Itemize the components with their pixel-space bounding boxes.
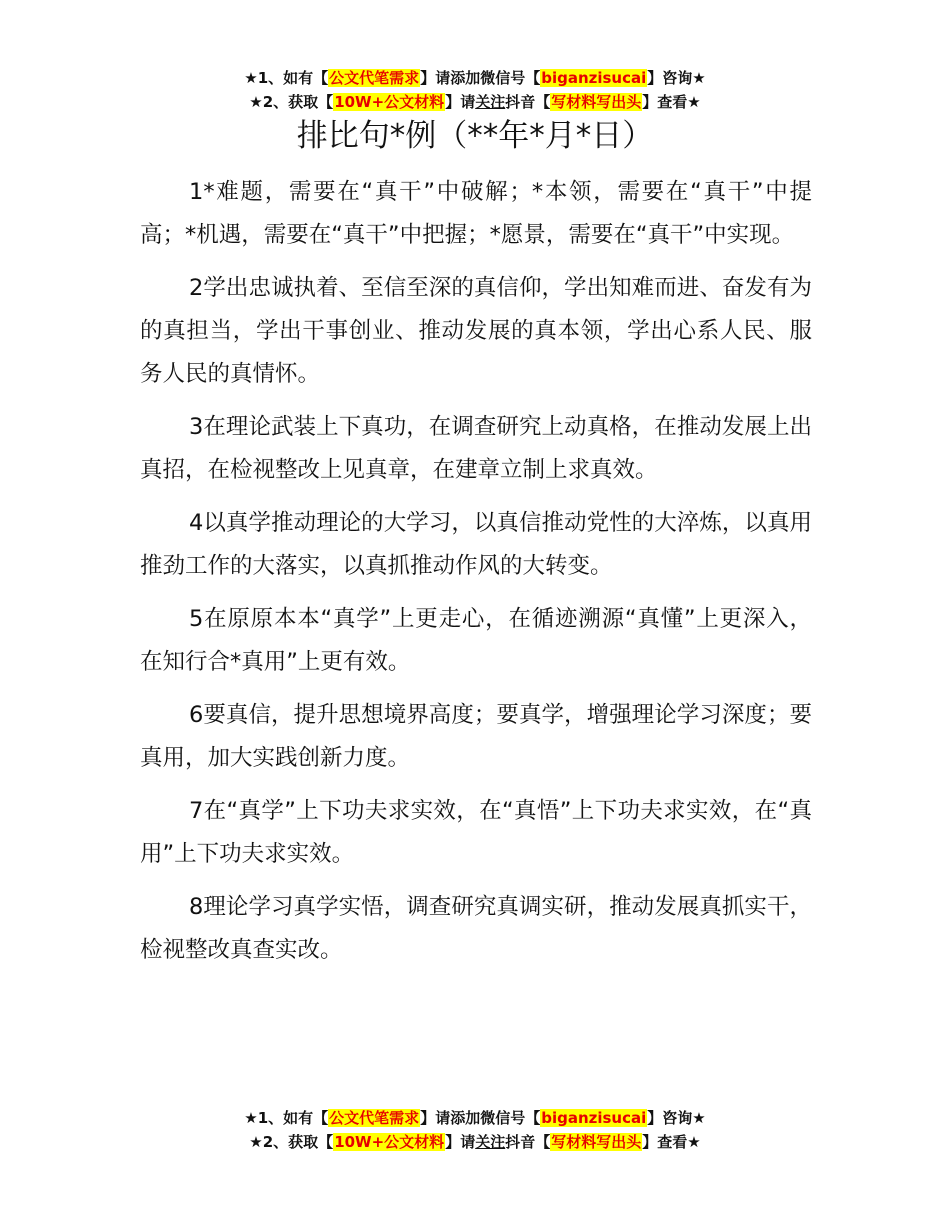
paragraph-4: 4以真学推动理论的大学习，以真信推动党性的大淬炼，以真用推劲工作的大落实，以真抓推动作风的大转变。 — [140, 510, 812, 579]
banner-highlight: 公文代笔需求 — [329, 69, 420, 87]
banner-text: 】请添加微信号【 — [420, 1109, 541, 1127]
paragraph-7: 7在“真学”上下功夫求实效，在“真悟”上下功夫求实效，在“真用”上下功夫求实效。 — [140, 798, 812, 867]
document-title: 排比句*例（**年*月*日） — [296, 118, 654, 154]
banner-text: 】请添加微信号【 — [420, 69, 541, 87]
paragraph-6: 6要真信，提升思想境界高度；要真学，增强理论学习深度；要真用，加大实践创新力度。 — [140, 702, 812, 771]
banner-text: ★1、如有【 — [244, 69, 329, 87]
paragraph-1: 1*难题，需要在“真干”中破解；*本领，需要在“真干”中提高；*机遇，需要在“真干”中把握；*愿景，需要在“真干”中实现。 — [140, 179, 812, 248]
banner-line-1 — [0, 66, 950, 90]
banner-line-2 — [0, 90, 950, 114]
document-body — [140, 171, 812, 982]
paragraph-3: 3在理论武装上下真功，在调查研究上动真格，在推动发展上出真招，在检视整改上见真章，在建章立制上求真效。 — [140, 414, 812, 483]
banner-text-underlined: 关注 — [475, 93, 506, 111]
banner-line-1 — [0, 1106, 950, 1130]
banner-text: 抖音【 — [505, 1133, 551, 1151]
banner-highlight: 公文代笔需求 — [329, 1109, 420, 1127]
banner-highlight-wechat-id: biganzisucai — [541, 1109, 647, 1127]
banner-text: ★1、如有【 — [244, 1109, 329, 1127]
banner-text: ★2、获取【 — [249, 93, 334, 111]
banner-text: 】咨询★ — [647, 1109, 706, 1127]
paragraph-5: 5在原原本本“真学”上更走心，在循迹溯源“真懂”上更深入，在知行合*真用”上更有效。 — [140, 606, 812, 675]
banner-text-underlined: 关注 — [475, 1133, 506, 1151]
banner-text: ★2、获取【 — [249, 1133, 334, 1151]
banner-text: 】请 — [445, 93, 476, 111]
paragraph-8: 8理论学习真学实悟，调查研究真调实研，推动发展真抓实干，检视整改真查实改。 — [140, 894, 812, 963]
banner-highlight: 10W+公文材料 — [334, 93, 445, 111]
banner-text: 抖音【 — [505, 93, 551, 111]
banner-highlight-douyin: 写材料写出头 — [551, 93, 642, 111]
banner-highlight: 10W+公文材料 — [334, 1133, 445, 1151]
banner-text: 】查看★ — [642, 93, 701, 111]
banner-highlight-wechat-id: biganzisucai — [541, 69, 647, 87]
banner-highlight-douyin: 写材料写出头 — [551, 1133, 642, 1151]
banner-text: 】咨询★ — [647, 69, 706, 87]
footer-banner — [0, 1106, 950, 1154]
paragraph-2: 2学出忠诚执着、至信至深的真信仰，学出知难而进、奋发有为的真担当，学出干事创业、推动发展的真本领，学出心系人民、服务人民的真情怀。 — [140, 275, 812, 387]
banner-text: 】请 — [445, 1133, 476, 1151]
banner-line-2 — [0, 1130, 950, 1154]
header-banner — [0, 66, 950, 114]
banner-text: 】查看★ — [642, 1133, 701, 1151]
